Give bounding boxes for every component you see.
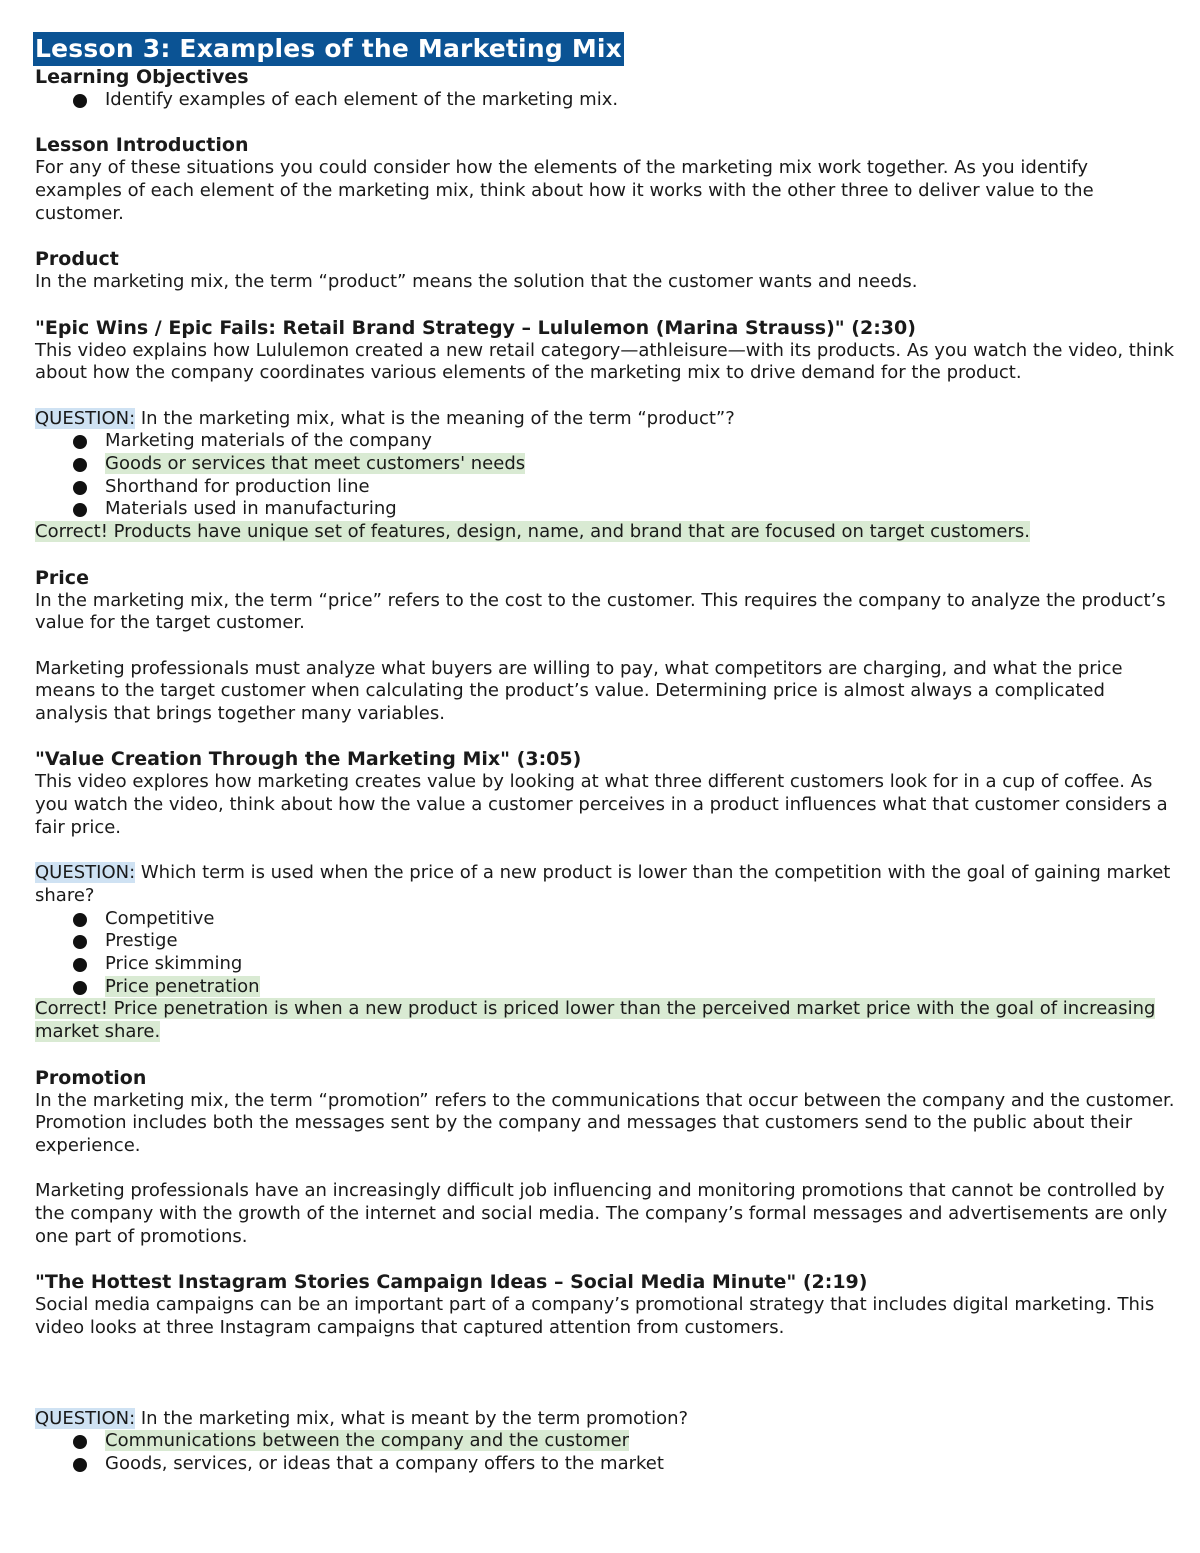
promotion-video-text: Social media campaigns can be an important part of a company’s promotional strategy that includes digital marketing. This video looks at three Instagram campaigns that captured attention from customers. <box>35 1294 1155 1338</box>
question-label: QUESTION: <box>35 407 136 429</box>
promotion-text-2: Marketing professionals have an increasingly difficult job influencing and monitoring promotions that cannot be controlled by the company with the growth of the internet and social media. The company’s formal messages and advertisements are only one part of promotions. <box>35 1180 1168 1247</box>
option-item[interactable]: Marketing materials of the company <box>35 430 1180 453</box>
promotion-text-1: In the marketing mix, the term “promotion” refers to the communications that occur between the company and the customer. Promotion includes both the messages sent by the company and messages that customers send to the public about their experience. <box>35 1089 1175 1156</box>
bullet-icon <box>73 935 87 949</box>
bullet-icon <box>73 981 87 995</box>
bullet-icon <box>73 913 87 927</box>
document-page <box>35 32 1180 1476</box>
bullet-icon <box>73 503 87 517</box>
lesson-title: Lesson 3: Examples of the Marketing Mix <box>33 32 624 66</box>
product-video-text: This video explains how Lululemon created a new retail category—athleisure—with its products. As you watch the video, think about how the company coordinates various elements of the marketing mix to drive demand for the product. <box>35 339 1175 384</box>
option-item[interactable]: Prestige <box>35 930 1180 953</box>
product-text: In the marketing mix, the term “product” means the solution that the customer wants and needs. <box>35 271 918 293</box>
price-video-title: "Value Creation Through the Marketing Mix" (3:05) <box>35 748 582 771</box>
option-item[interactable]: Competitive <box>35 908 1180 931</box>
option-item[interactable]: Shorthand for production line <box>35 476 1180 499</box>
product-heading: Product <box>35 248 119 271</box>
price-feedback: Correct! Price penetration is when a new product is priced lower than the perceived market price with the goal of increasing market share. <box>35 998 1156 1043</box>
bullet-icon <box>73 1458 87 1472</box>
question-label: QUESTION: <box>35 1407 136 1429</box>
product-video-title: "Epic Wins / Epic Fails: Retail Brand Strategy – Lululemon (Marina Strauss)" (2:30) <box>35 316 916 339</box>
question-text: In the marketing mix, what is the meaning of the term “product”? <box>135 407 735 429</box>
promotion-video-title: "The Hottest Instagram Stories Campaign Ideas – Social Media Minute" (2:19) <box>35 1271 868 1294</box>
question-label: QUESTION: <box>35 862 136 884</box>
price-text-2: Marketing professionals must analyze what buyers are willing to pay, what competitors are charging, and what the price means to the target customer when calculating the product’s value. Determining price is almost always a complicated analysis that brings together many variables. <box>35 657 1123 725</box>
question-text: In the marketing mix, what is meant by the term promotion? <box>135 1407 689 1429</box>
price-text-1: In the marketing mix, the term “price” refers to the cost to the customer. This requires the company to analyze the product’s value for the target customer. <box>35 589 1166 634</box>
product-question <box>35 408 1180 431</box>
promotion-options <box>35 1430 1180 1475</box>
bullet-icon <box>73 458 87 472</box>
bullet-icon <box>73 435 87 449</box>
price-heading: Price <box>35 566 89 589</box>
price-question <box>35 862 1180 907</box>
promotion-heading: Promotion <box>35 1066 147 1089</box>
option-item[interactable]: Goods, services, or ideas that a company offers to the market <box>35 1453 1180 1476</box>
option-item[interactable]: Price skimming <box>35 953 1180 976</box>
intro-heading: Lesson Introduction <box>35 134 249 157</box>
product-feedback: Correct! Products have unique set of features, design, name, and brand that are focused on target customers. <box>35 521 1030 543</box>
bullet-icon <box>73 958 87 972</box>
intro-text: For any of these situations you could consider how the elements of the marketing mix work together. As you identify examples of each element of the marketing mix, think about how it works with the other three to deliver value to the customer. <box>35 157 1094 224</box>
list-item: Identify examples of each element of the marketing mix. <box>35 89 1180 112</box>
option-item-correct[interactable]: Price penetration <box>35 976 1180 999</box>
product-options <box>35 430 1180 521</box>
option-item[interactable]: Materials used in manufacturing <box>35 498 1180 521</box>
bullet-icon <box>73 94 87 108</box>
promotion-question <box>35 1408 1180 1431</box>
bullet-icon <box>73 1435 87 1449</box>
option-item-correct[interactable]: Goods or services that meet customers' needs <box>35 453 1180 476</box>
option-item-correct[interactable]: Communications between the company and the customer <box>35 1430 1180 1453</box>
objectives-heading: Learning Objectives <box>35 66 249 88</box>
question-text: Which term is used when the price of a new product is lower than the competition with the goal of gaining market share? <box>35 862 1171 906</box>
price-video-text: This video explores how marketing creates value by looking at what three different customers look for in a cup of coffee. As you watch the video, think about how the value a customer perceives in a product influences what that customer considers a fair price. <box>35 771 1168 838</box>
objectives-list <box>35 89 1180 112</box>
price-options <box>35 908 1180 999</box>
bullet-icon <box>73 481 87 495</box>
